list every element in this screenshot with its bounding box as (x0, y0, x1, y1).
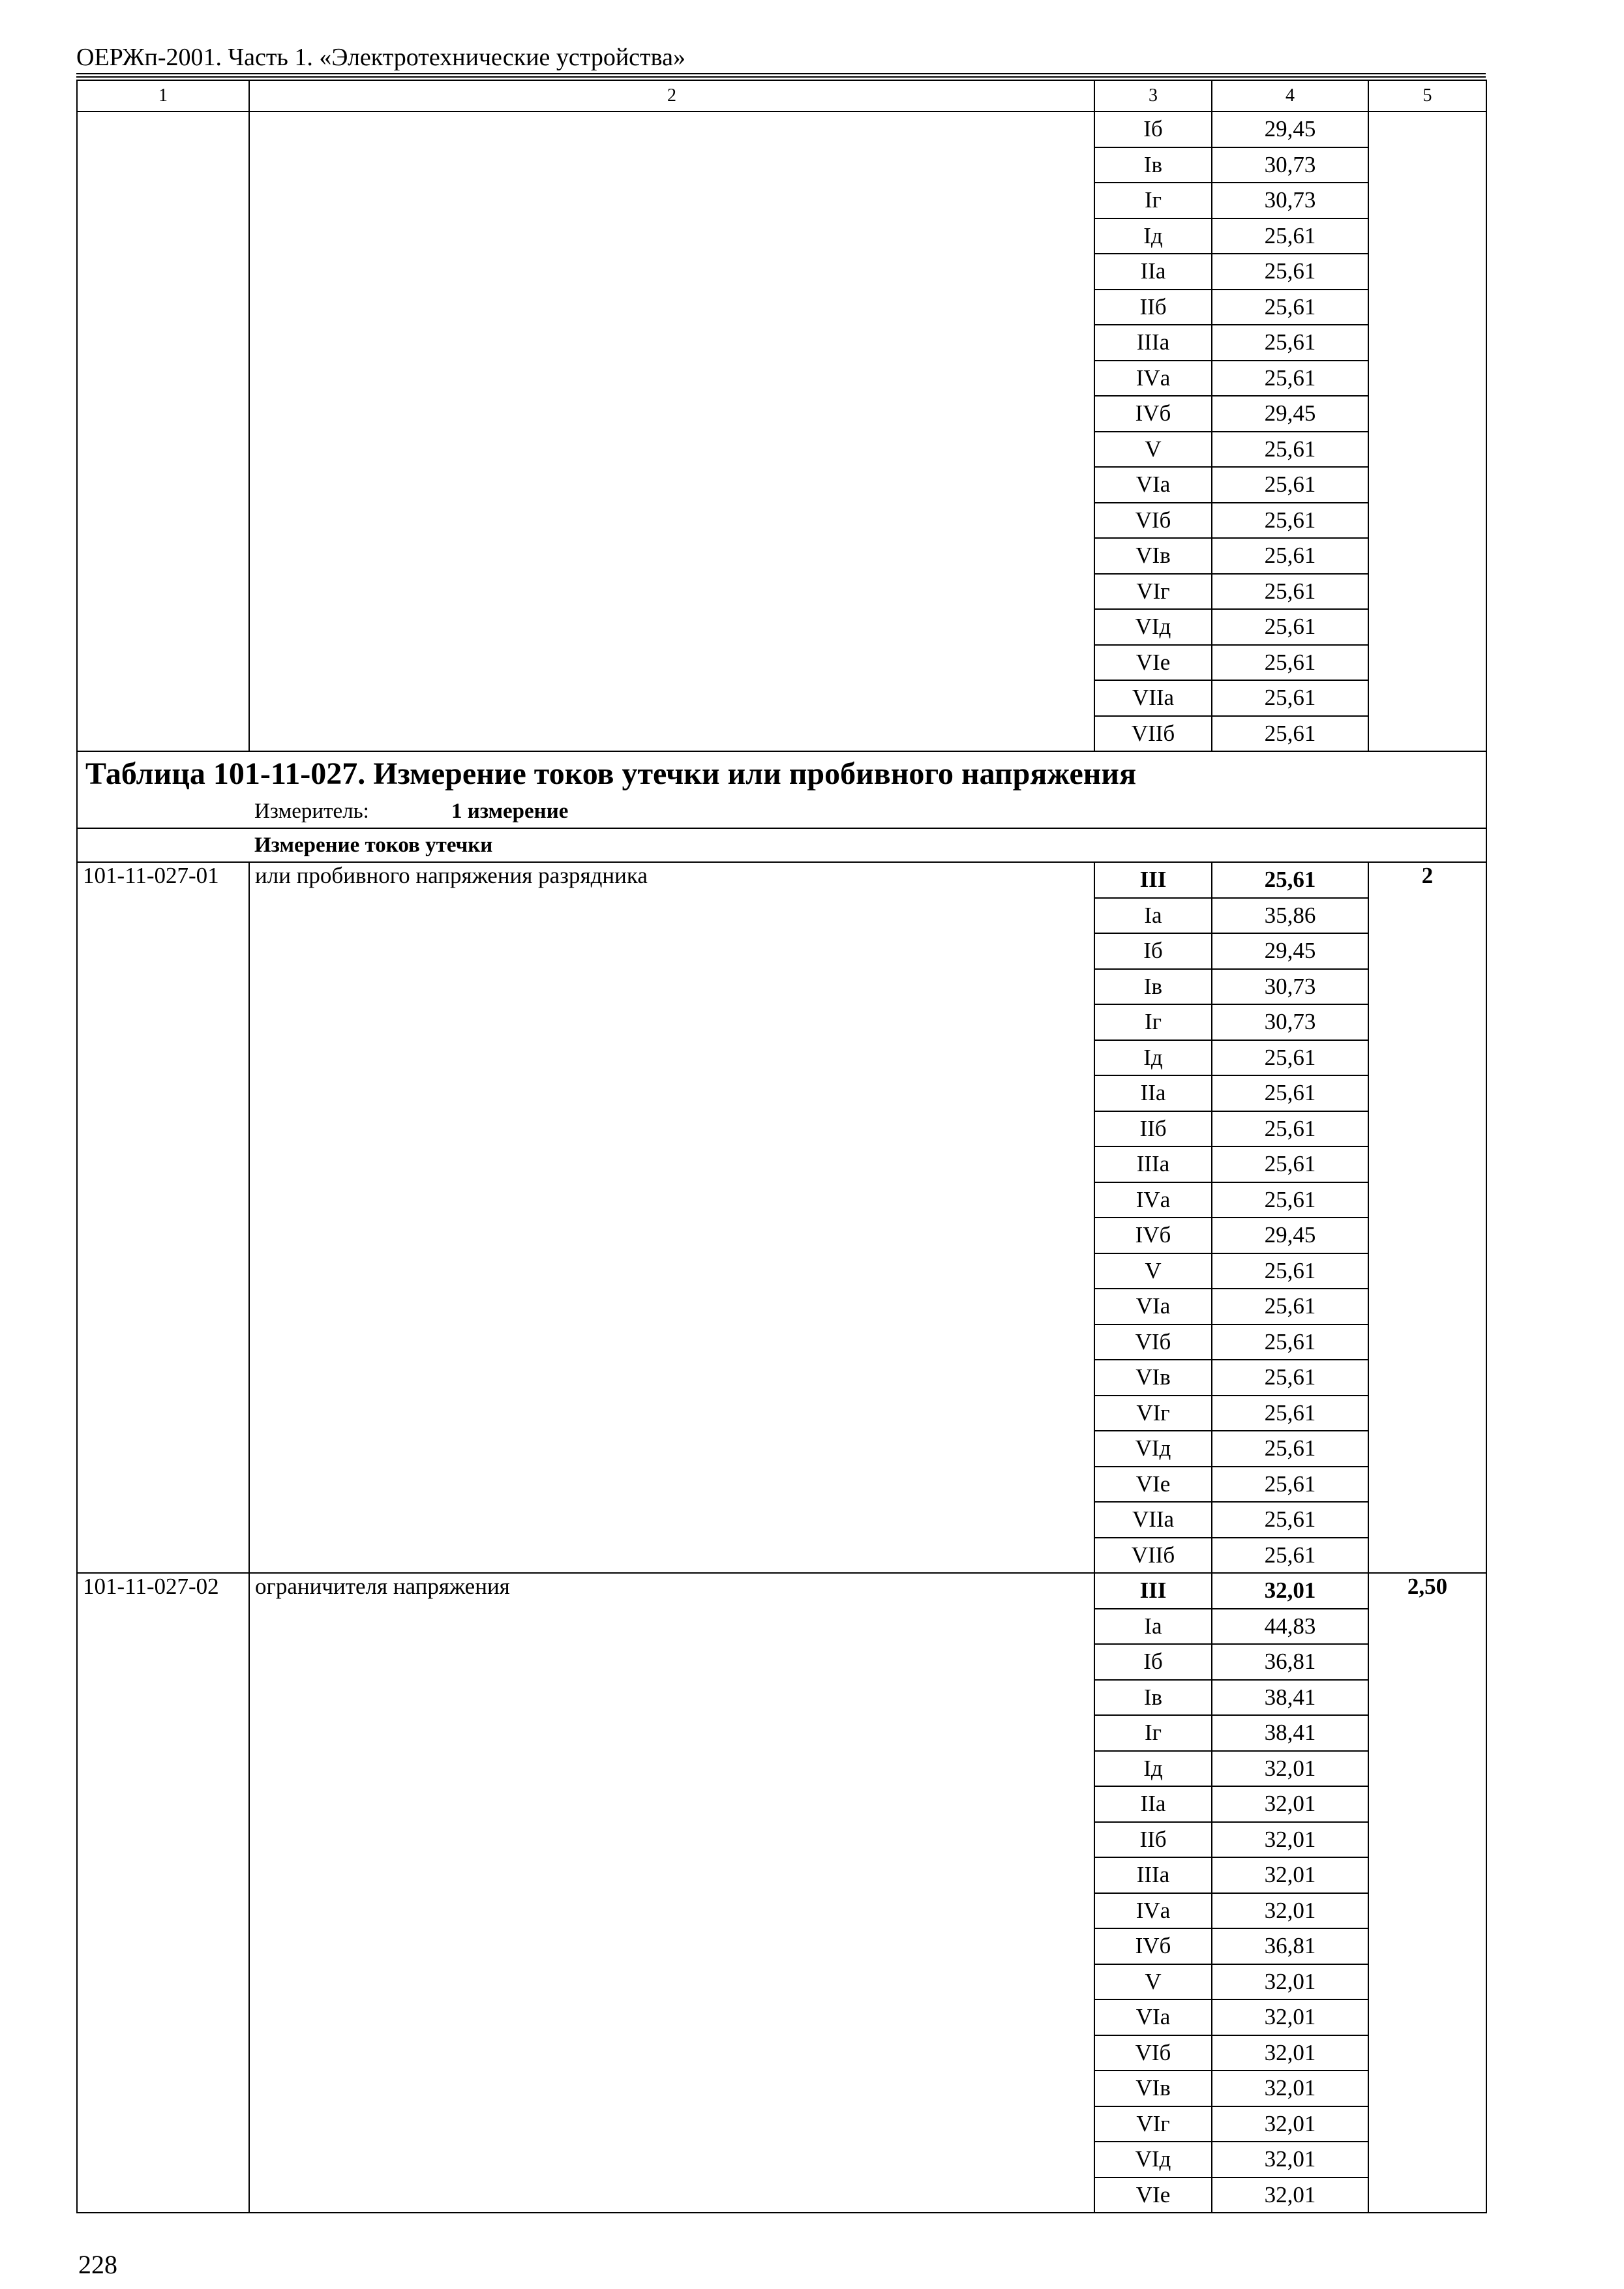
rate-value: 25,61 (1212, 1111, 1368, 1147)
territorial-zone: VIе (1094, 1467, 1212, 1503)
rate-value: 35,86 (1212, 898, 1368, 934)
table-row (77, 862, 1486, 898)
territorial-zone: VIIа (1094, 680, 1212, 716)
rate-value: 25,61 (1212, 1182, 1368, 1218)
territorial-zone: Iб (1094, 933, 1212, 969)
meter-cell (77, 795, 1486, 828)
territorial-zone: VIе (1094, 645, 1212, 681)
meter-value: 1 измерение (451, 799, 569, 823)
item-name: ограничителя напряжения (249, 1573, 1094, 2213)
territorial-zone: VIIб (1094, 1538, 1212, 1574)
meter-row (77, 795, 1486, 828)
territorial-zone: Iд (1094, 1751, 1212, 1787)
rate-value: 32,01 (1212, 1857, 1368, 1893)
rate-value: 25,61 (1212, 680, 1368, 716)
territorial-zone: IVб (1094, 1928, 1212, 1964)
rate-value: 25,61 (1212, 1324, 1368, 1360)
territorial-zone: Iв (1094, 969, 1212, 1005)
subheading: Измерение токов утечки (254, 833, 493, 857)
rate-value: 38,41 (1212, 1715, 1368, 1751)
territorial-zone: VIв (1094, 1360, 1212, 1396)
territorial-zone: Iа (1094, 1609, 1212, 1645)
territorial-zone: Iб (1094, 1644, 1212, 1680)
rate-value: 30,73 (1212, 147, 1368, 183)
territorial-zone: V (1094, 1253, 1212, 1289)
rate-value: 32,01 (1212, 1893, 1368, 1929)
rate-value: 32,01 (1212, 2106, 1368, 2142)
table-title: Таблица 101-11-027. Измерение токов утечки или пробивного напряжения (77, 751, 1486, 795)
territorial-zone: Iг (1094, 183, 1212, 218)
subheading-cell (77, 828, 1486, 862)
rate-value: 32,01 (1212, 2142, 1368, 2177)
territorial-zone: IVа (1094, 1182, 1212, 1218)
table-row (77, 112, 1486, 147)
territorial-zone: V (1094, 1964, 1212, 2000)
rate-value: 29,45 (1212, 112, 1368, 147)
rate-value: 30,73 (1212, 969, 1368, 1005)
column-number: 5 (1368, 80, 1486, 112)
territorial-zone: IIб (1094, 1822, 1212, 1858)
rate-value: 25,61 (1212, 254, 1368, 290)
rate-value: 25,61 (1212, 1289, 1368, 1324)
rate-value: 32,01 (1212, 1786, 1368, 1822)
header-rule (76, 73, 1486, 78)
rate-value: 32,01 (1212, 2035, 1368, 2071)
meter-label: Измеритель: (254, 799, 369, 823)
territorial-zone: Iг (1094, 1715, 1212, 1751)
territorial-zone: IIб (1094, 290, 1212, 325)
item-coefficient-value: 2 (1421, 863, 1434, 888)
territorial-zone: IVб (1094, 396, 1212, 432)
territorial-zone: IVа (1094, 361, 1212, 396)
rate-value: 32,01 (1212, 2071, 1368, 2106)
rate-value: 25,61 (1212, 432, 1368, 468)
territorial-zone: IIа (1094, 1786, 1212, 1822)
rate-value: 25,61 (1212, 1396, 1368, 1431)
rate-value: 25,61 (1212, 1040, 1368, 1076)
territorial-zone: Iг (1094, 1004, 1212, 1040)
territorial-zone: V (1094, 432, 1212, 468)
rate-value: 30,73 (1212, 1004, 1368, 1040)
rate-value: 25,61 (1212, 1467, 1368, 1503)
rates-table-body (77, 80, 1486, 2213)
rate-value: 32,01 (1212, 1751, 1368, 1787)
rate-value: 30,73 (1212, 183, 1368, 218)
territorial-zone: VIб (1094, 1324, 1212, 1360)
rate-value: 38,41 (1212, 1680, 1368, 1716)
territorial-zone: VIа (1094, 1999, 1212, 2035)
territorial-zone: VIв (1094, 2071, 1212, 2106)
item-coefficient (1368, 1573, 1486, 2213)
rate-value: 32,01 (1212, 1822, 1368, 1858)
rate-value: 25,61 (1212, 503, 1368, 539)
rate-value (1212, 862, 1368, 898)
territorial-zone: VIг (1094, 1396, 1212, 1431)
territorial-zone: Iв (1094, 1680, 1212, 1716)
rate-value: 25,61 (1212, 1538, 1368, 1574)
rate-value: 36,81 (1212, 1928, 1368, 1964)
territorial-zone: IIIа (1094, 1857, 1212, 1893)
item-code: 101-11-027-01 (77, 862, 249, 1573)
code-cell (77, 112, 249, 751)
territorial-zone: VIд (1094, 609, 1212, 645)
column-number: 3 (1094, 80, 1212, 112)
coefficient-cell (1368, 112, 1486, 751)
rate-value: 44,83 (1212, 1609, 1368, 1645)
rate-value: 25,61 (1212, 716, 1368, 752)
rate-value: 25,61 (1212, 1431, 1368, 1467)
territorial-zone: VIд (1094, 1431, 1212, 1467)
territorial-zone: VIг (1094, 574, 1212, 610)
territorial-zone: VIа (1094, 467, 1212, 503)
item-coefficient-value: 2,50 (1407, 1574, 1448, 1599)
territorial-zone (1094, 1573, 1212, 1609)
rate-value: 32,01 (1212, 1999, 1368, 2035)
rates-table (76, 80, 1487, 2213)
territorial-zone: VIб (1094, 2035, 1212, 2071)
name-cell (249, 112, 1094, 751)
territorial-zone: VIб (1094, 503, 1212, 539)
territorial-zone: Iб (1094, 112, 1212, 147)
territorial-zone: VIе (1094, 2177, 1212, 2213)
territorial-zone: IVб (1094, 1218, 1212, 1253)
territorial-zone: IIб (1094, 1111, 1212, 1147)
rate-value: 25,61 (1212, 1146, 1368, 1182)
territorial-zone: IIIа (1094, 1146, 1212, 1182)
rate-value: 32,01 (1212, 1964, 1368, 2000)
territorial-zone: VIIа (1094, 1502, 1212, 1538)
running-header: ОЕРЖп-2001. Часть 1. «Электротехнические устройства» (76, 44, 685, 71)
rate-value (1212, 1573, 1368, 1609)
territorial-zone (1094, 862, 1212, 898)
rate-value: 25,61 (1212, 290, 1368, 325)
subheading-row (77, 828, 1486, 862)
column-number-row (77, 80, 1486, 112)
territorial-zone: IIIа (1094, 325, 1212, 361)
rate-value: 32,01 (1212, 2177, 1368, 2213)
rate-value-value: 25,61 (1264, 867, 1316, 893)
rate-value: 29,45 (1212, 396, 1368, 432)
item-coefficient (1368, 862, 1486, 1573)
territorial-zone: VIд (1094, 2142, 1212, 2177)
territorial-zone-value: III (1139, 867, 1167, 893)
territorial-zone: VIв (1094, 538, 1212, 574)
column-number: 2 (249, 80, 1094, 112)
territorial-zone-value: III (1139, 1578, 1167, 1604)
table-row (77, 1573, 1486, 1609)
rate-value: 25,61 (1212, 1502, 1368, 1538)
rate-value: 25,61 (1212, 574, 1368, 610)
territorial-zone: IIа (1094, 254, 1212, 290)
rate-value: 36,81 (1212, 1644, 1368, 1680)
territorial-zone: IIа (1094, 1075, 1212, 1111)
rate-value-value: 32,01 (1264, 1578, 1316, 1604)
territorial-zone: Iв (1094, 147, 1212, 183)
item-code: 101-11-027-02 (77, 1573, 249, 2213)
rate-value: 25,61 (1212, 218, 1368, 254)
table-title-row (77, 751, 1486, 795)
territorial-zone: Iд (1094, 218, 1212, 254)
rate-value: 25,61 (1212, 538, 1368, 574)
territorial-zone: Iа (1094, 898, 1212, 934)
territorial-zone: VIг (1094, 2106, 1212, 2142)
page-number: 228 (78, 2250, 117, 2279)
rate-value: 25,61 (1212, 467, 1368, 503)
territorial-zone: Iд (1094, 1040, 1212, 1076)
rate-value: 25,61 (1212, 1360, 1368, 1396)
rate-value: 25,61 (1212, 361, 1368, 396)
territorial-zone: VIа (1094, 1289, 1212, 1324)
rate-value: 25,61 (1212, 1253, 1368, 1289)
territorial-zone: VIIб (1094, 716, 1212, 752)
rate-value: 25,61 (1212, 609, 1368, 645)
column-number: 4 (1212, 80, 1368, 112)
rate-value: 25,61 (1212, 325, 1368, 361)
item-name: или пробивного напряжения разрядника (249, 862, 1094, 1573)
rate-value: 29,45 (1212, 1218, 1368, 1253)
rate-value: 25,61 (1212, 1075, 1368, 1111)
column-number: 1 (77, 80, 249, 112)
territorial-zone: IVа (1094, 1893, 1212, 1929)
rate-value: 29,45 (1212, 933, 1368, 969)
rate-value: 25,61 (1212, 645, 1368, 681)
